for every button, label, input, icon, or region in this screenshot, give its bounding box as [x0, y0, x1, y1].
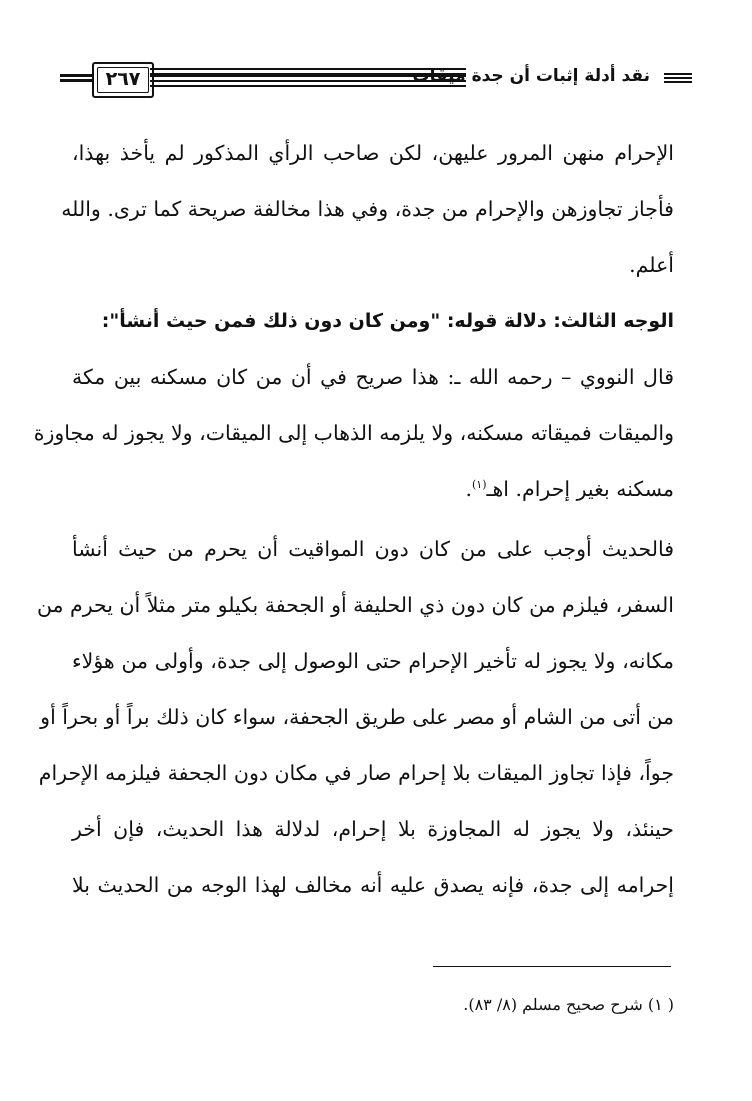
text-line: من أتى من الشام أو مصر على طريق الجحفة، سواء كان ذلك براً أو بحراً أو: [40, 705, 674, 729]
header-ornament-icon: [664, 73, 692, 83]
running-header: [60, 58, 692, 98]
footnote-separator: [433, 966, 671, 967]
text-line: الإحرام منهن المرور عليهن، لكن صاحب الرأي المذكور لم يأخذ بهذا،: [72, 141, 674, 165]
running-title: نقد أدلة إثبات أن جدة ميقات: [412, 66, 650, 86]
page-number-box: [92, 62, 154, 98]
footnote-reference: (١): [471, 478, 487, 492]
section-heading: الوجه الثالث: دلالة قوله: "ومن كان دون ذلك فمن حيث أنشأ":: [101, 310, 674, 332]
text-line: فالحديث أوجب على من كان دون المواقيت أن يحرم من حيث أنشأ: [72, 537, 674, 561]
text-fragment: .: [465, 477, 472, 501]
page-number: ٢٦٧: [105, 68, 141, 90]
text-line: حينئذ، ولا يجوز له المجاوزة بلا إحرام، لدلالة هذا الحديث، فإن أخر: [72, 817, 674, 841]
text-line: والميقات فميقاته مسكنه، ولا يلزمه الذهاب إلى الميقات، ولا يجوز له مجاوزة: [33, 421, 674, 445]
text-line: مكانه، ولا يجوز له تأخير الإحرام حتى الوصول إلى جدة، وأولى من هؤلاء: [72, 649, 674, 673]
header-rule-left: [60, 74, 92, 82]
text-fragment: مسكنه بغير إحرام. اهـ: [486, 477, 674, 501]
text-line: قال النووي – رحمه الله ـ: هذا صريح في أن من كان مسكنه بين مكة: [72, 365, 674, 389]
text-line: السفر، فيلزم من كان دون ذي الحليفة أو الجحفة بكيلو متر مثلاً أن يحرم من: [36, 593, 674, 617]
text-line: [72, 461, 674, 517]
text-line: إحرامه إلى جدة، فإنه يصدق عليه أنه مخالف لهذا الوجه من الحديث بلا: [72, 873, 674, 897]
text-line: فأجاز تجاوزهن والإحرام من جدة، وفي هذا مخالفة صريحة كما ترى. والله: [61, 197, 674, 221]
text-line: جواً، فإذا تجاوز الميقات بلا إحرام صار في مكان دون الجحفة فيلزمه الإحرام: [38, 761, 674, 785]
main-text: [33, 125, 674, 913]
text-line: أعلم.: [629, 253, 674, 277]
footnote: ( ١) شرح صحيح مسلم (٨/ ٨٣).: [463, 995, 674, 1014]
